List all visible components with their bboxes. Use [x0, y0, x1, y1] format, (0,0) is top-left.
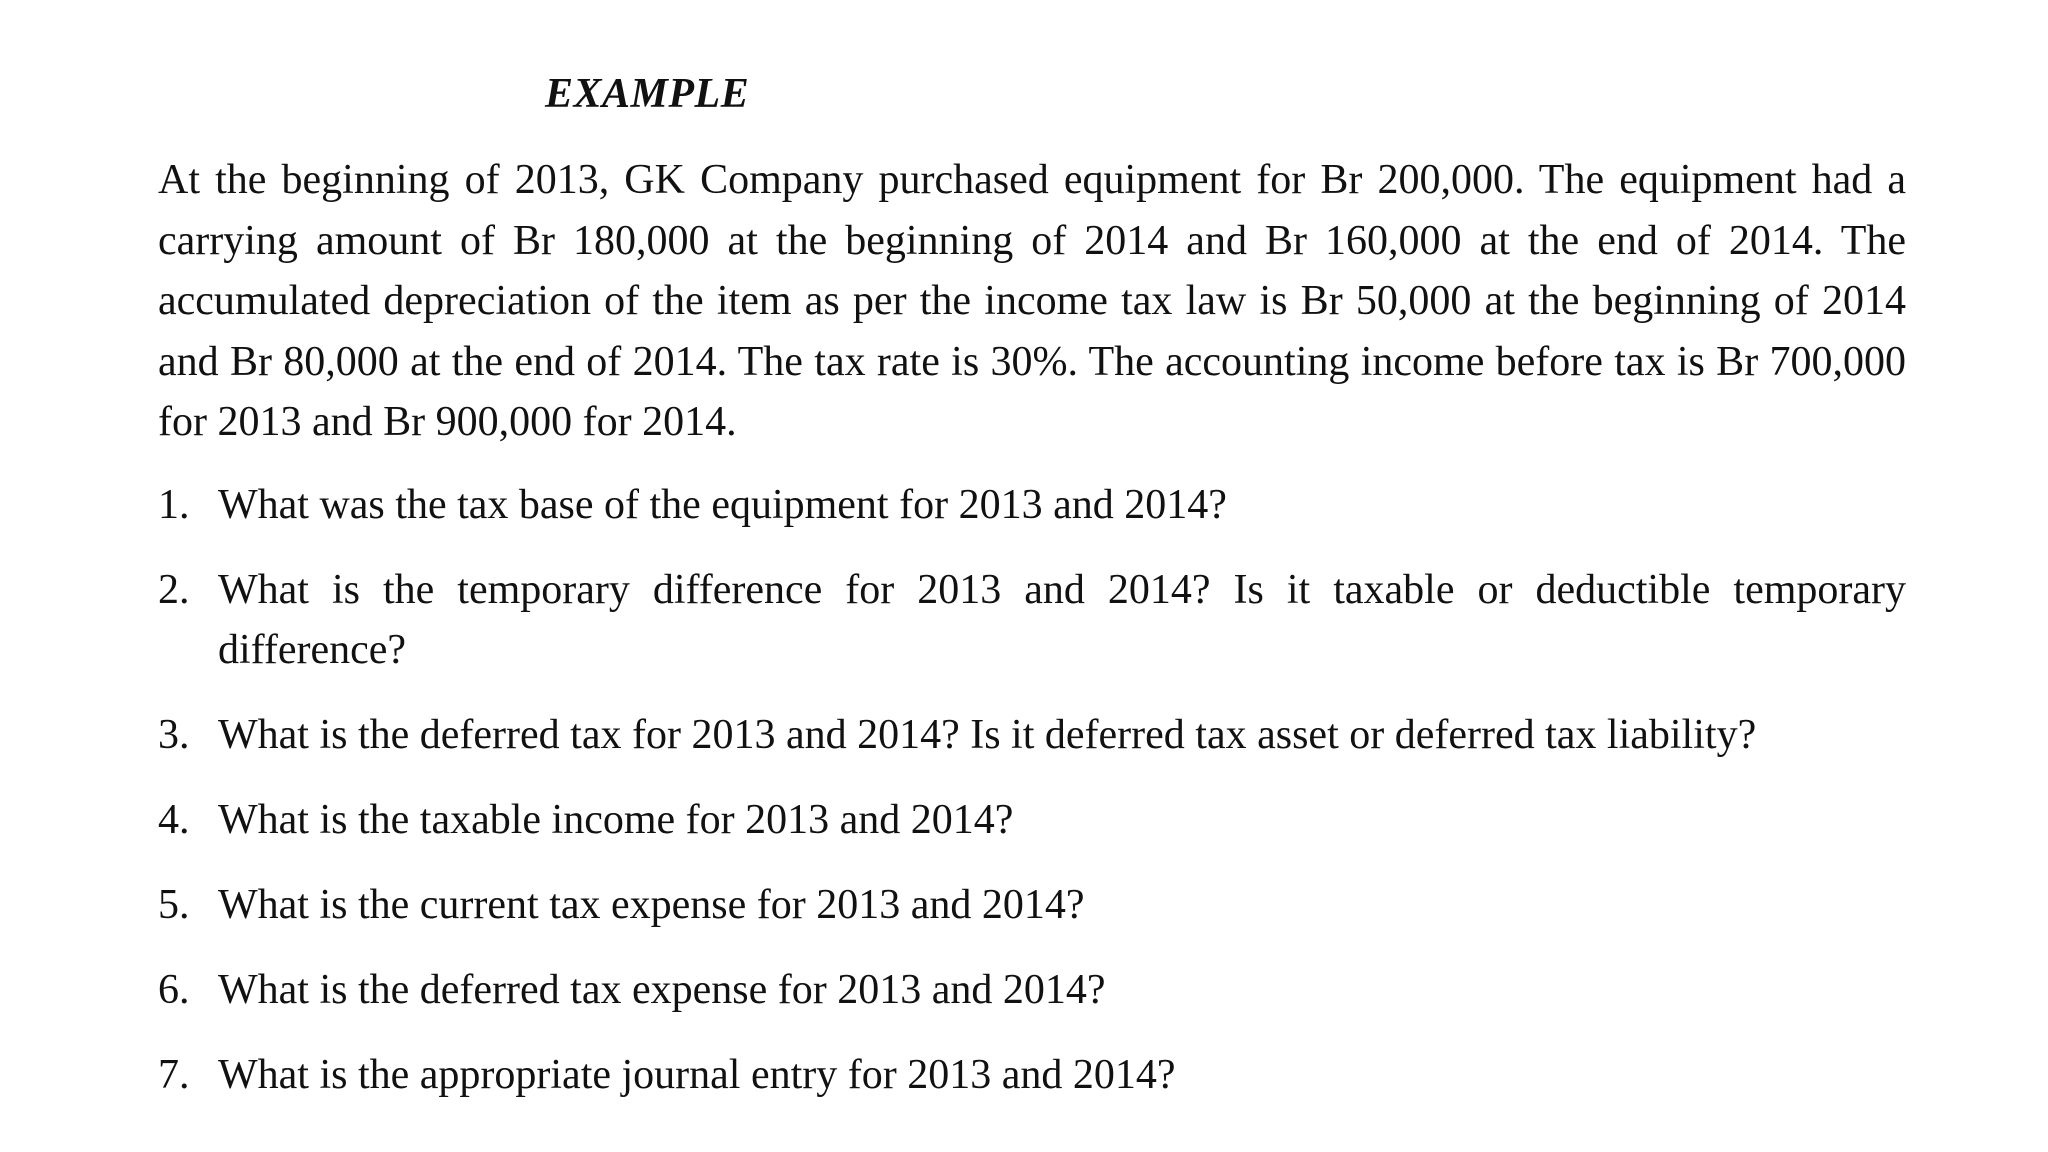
question-item: [158, 705, 1906, 765]
example-heading: EXAMPLE: [545, 71, 750, 117]
intro-paragraph: At the beginning of 2013, GK Company purchased equipment for Br 200,000. The equipment had a carrying amount of Br 180,000 at the beginning of 2014 and Br 160,000 at the end of 2014. The accumulated depreciation of the item as per the income tax law is Br 50,000 at the beginning of 2014 and Br 80,000 at the end of 2014. The tax rate is 30%. The accounting income before tax is Br 700,000 for 2013 and Br 900,000 for 2014.: [158, 157, 1906, 445]
question-number: 6.: [158, 967, 190, 1013]
question-text: What is the appropriate journal entry for 2013 and 2014?: [218, 1052, 1176, 1098]
question-item: [158, 1045, 1906, 1105]
question-text: What is the taxable income for 2013 and 2014?: [218, 797, 1014, 843]
question-text: What was the tax base of the equipment for 2013 and 2014?: [218, 482, 1227, 528]
question-item: [158, 790, 1906, 850]
question-text: What is the current tax expense for 2013 and 2014?: [218, 882, 1085, 928]
question-text: What is the deferred tax for 2013 and 2014? Is it deferred tax asset or deferred tax liability?: [218, 712, 1757, 758]
question-number: 7.: [158, 1052, 190, 1098]
question-number: 2.: [158, 567, 190, 613]
question-text: What is the temporary difference for 2013 and 2014? Is it taxable or deductible temporary difference?: [218, 567, 1906, 673]
question-number: 5.: [158, 882, 190, 928]
question-item: [158, 960, 1906, 1020]
question-number: 3.: [158, 712, 190, 758]
question-number: 4.: [158, 797, 190, 843]
question-list: [158, 475, 1906, 1130]
question-item: [158, 475, 1906, 535]
question-text: What is the deferred tax expense for 2013 and 2014?: [218, 967, 1106, 1013]
question-number: 1.: [158, 482, 190, 528]
question-item: [158, 560, 1906, 680]
question-item: [158, 875, 1906, 935]
